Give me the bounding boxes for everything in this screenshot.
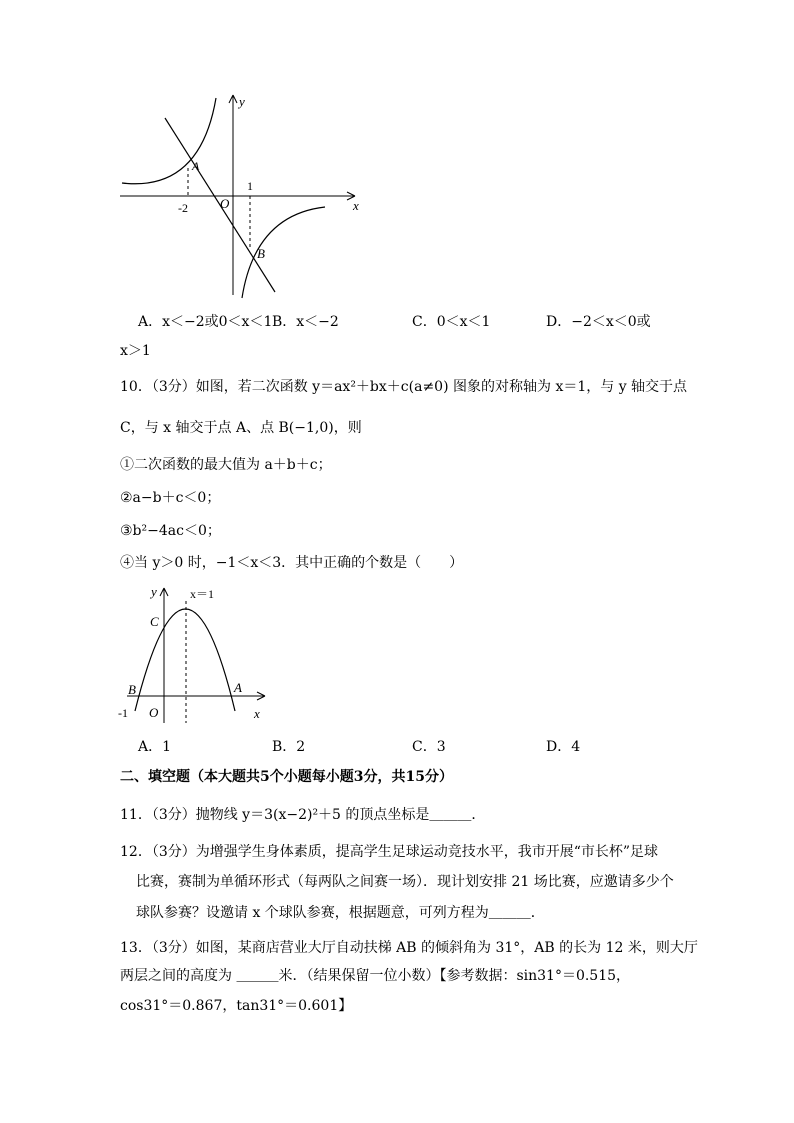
q10-statement-1: ①二次函数的最大值为 a＋b＋c；: [120, 457, 332, 473]
q12-line2: 比赛，赛制为单循环形式（每两队之间赛一场）．现计划安排 21 场比赛，应邀请多少个: [136, 874, 674, 890]
q13-line2: 两层之间的高度为 ＿＿＿米．（结果保留一位小数）【参考数据：sin31°＝0.515，: [120, 968, 631, 984]
figure-parabola: [115, 583, 275, 725]
label-a: A: [192, 159, 200, 173]
figure-hyperbola-line: [110, 90, 380, 305]
q9-option-b: B．x＜−2: [272, 314, 339, 330]
tick-neg2: -2: [178, 201, 188, 215]
q11-text: 11．（3分）抛物线 y＝3(x−2)²＋5 的顶点坐标是＿＿＿．: [120, 807, 486, 823]
hyperbola-upper-left: [122, 98, 216, 184]
label-y: y: [239, 94, 245, 109]
label-o: O: [149, 705, 159, 720]
label-x: x: [254, 706, 260, 721]
q9-option-d-cont: x＞1: [120, 343, 151, 359]
label-o: O: [220, 196, 230, 211]
q10-line1: 10．（3分）如图，若二次函数 y＝ax²＋bx＋c(a≠0) 图象的对称轴为 x＝1，与 y 轴交于点: [120, 379, 688, 395]
q12-line3: 球队参赛？设邀请 x 个球队参赛，根据题意，可列方程为＿＿＿．: [136, 905, 545, 921]
label-y: y: [151, 584, 157, 599]
label-x: x: [353, 198, 359, 213]
q9-option-c: C．0＜x＜1: [412, 314, 491, 330]
label-c: C: [150, 614, 159, 629]
q10-option-d: D．4: [546, 739, 581, 755]
q10-statement-4: ④当 y＞0 时，−1＜x＜3．其中正确的个数是（ ）: [120, 555, 464, 571]
q9-option-a: A．x＜−2或0＜x＜1: [138, 314, 273, 330]
label-b: B: [257, 246, 265, 261]
q10-option-c: C．3: [412, 739, 446, 755]
label-a: A: [234, 680, 242, 695]
section-title-fill-in: 二、填空题（本大题共5个小题每小题3分，共15分）: [120, 769, 453, 785]
q9-option-d: D．−2＜x＜0或: [546, 314, 651, 330]
tick-neg1: -1: [118, 706, 128, 720]
q10-option-a: A．1: [138, 739, 172, 755]
q12-line1: 12．（3分）为增强学生身体素质，提高学生足球运动竞技水平，我市开展“市长杯”足球: [120, 844, 659, 860]
q10-statement-2: ②a−b＋c＜0；: [120, 490, 221, 506]
hyperbola-lower-right: [242, 207, 325, 298]
tick-1: 1: [247, 179, 253, 193]
q10-option-b: B．2: [272, 739, 306, 755]
q10-line2: C，与 x 轴交于点 A、点 B(−1,0)，则: [120, 420, 362, 436]
label-b: B: [128, 682, 136, 697]
q10-statement-3: ③b²−4ac＜0；: [120, 523, 221, 539]
q13-line1: 13．（3分）如图，某商店营业大厅自动扶梯 AB 的倾斜角为 31°，AB 的长为 12 米，则大厅: [120, 940, 698, 956]
q13-line3: cos31°＝0.867，tan31°＝0.601】: [120, 998, 353, 1014]
label-axis: x＝1: [190, 587, 215, 601]
